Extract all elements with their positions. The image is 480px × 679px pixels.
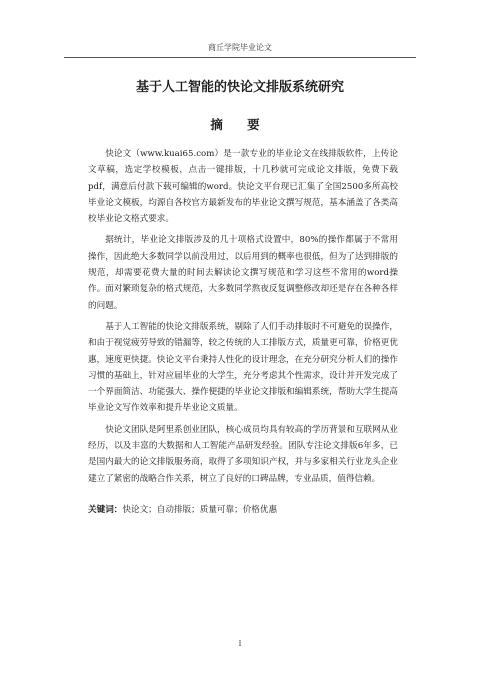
- abstract-heading: 摘 要: [210, 117, 270, 132]
- keywords-label: 关键词：: [88, 505, 123, 515]
- keywords-line: [88, 502, 398, 518]
- abstract-paragraph-3: 基于人工智能的快论文排版系统，剔除了人们手动排版时不可避免的误操作，和由于视觉疲劳导致的错漏等，较之传统的人工排版方式，质量更可靠，价格更优惠，速度更快捷。快论文平台秉持人性化的设计理念，在充分研究分析人们的操作习惯的基础上，针对应届毕业的大学生，充分考虑其个性需求，设计并开发完成了一个界面简洁、功能强大、操作便捷的毕业论文排版和编辑系统，帮助大学生提高毕业论文写作效率和提升毕业论文质量。: [88, 321, 398, 414]
- abstract-paragraph-2: 据统计，毕业论文排版涉及的几十项格式设置中，80%的操作都属于不常用操作，因此绝大多数同学以前没用过，以后用到的概率也很低，但为了达到排版的规范，却需要花费大量的时间去解读论文撰写规范和学习这些不常用的word操作。面对繁琐复杂的格式规范，大多数同学熬夜反复调整修改却还是存在各种各样的问题。: [88, 235, 398, 311]
- keywords-text: 快论文；自动排版；质量可靠；价格优惠: [122, 505, 278, 515]
- abstract-paragraph-1: 快论文（www.kuai65.com）是一款专业的毕业论文在线排版软件，上传论文草稿，选定学校模板，点击一键排版，十几秒就可完成论文排版，免费下载pdf，满意后付款下载可编辑的word。快论文平台现已汇集了全国2500多所高校毕业论文模板，均源自各校官方最新发布的毕业论文撰写规范，基本涵盖了各类高校毕业论文格式要求。: [88, 149, 398, 225]
- page-number: I: [238, 640, 242, 648]
- abstract-body: [88, 146, 398, 487]
- running-header: 商丘学院毕业论文: [64, 42, 416, 58]
- document-title: 基于人工智能的快论文排版系统研究: [135, 80, 344, 95]
- abstract-paragraph-4: 快论文团队是阿里系创业团队，核心成员均具有较高的学历背景和互联网从业经历，以及丰富的大数据和人工智能产品研发经验。团队专注论文排版6年多，已是国内最大的论文排版服务商，取得了多项知识产权，并与多家相关行业龙头企业建立了紧密的战略合作关系，树立了良好的口碑品牌，专业品质，值得信赖。: [88, 424, 398, 484]
